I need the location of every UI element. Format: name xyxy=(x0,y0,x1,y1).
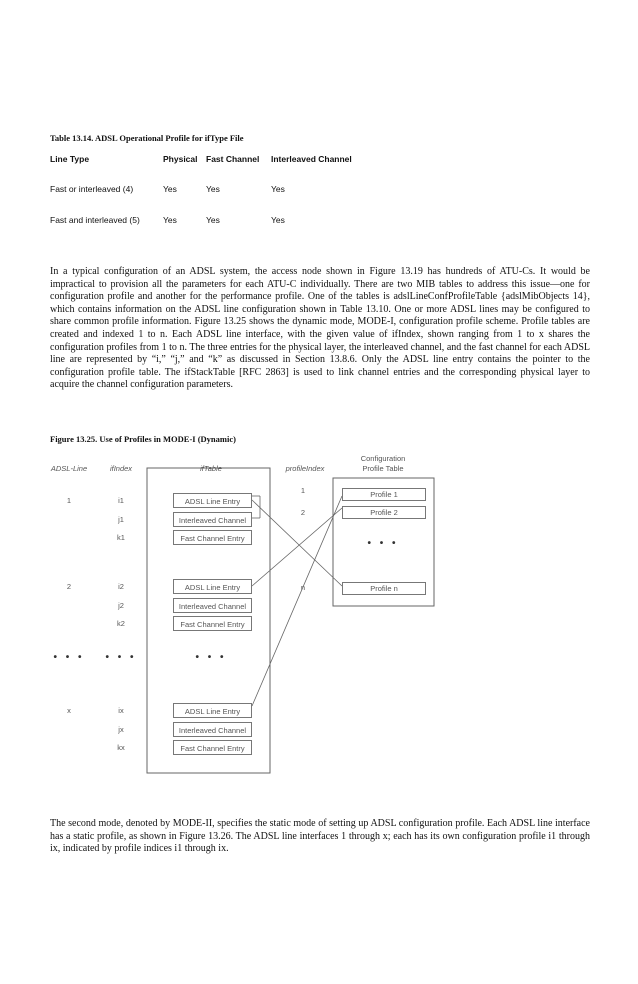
table-cell: Yes xyxy=(271,184,285,194)
table-row xyxy=(50,184,390,196)
table-cell: Yes xyxy=(206,215,220,225)
profile-index-value: 1 xyxy=(300,486,306,495)
pointer-line xyxy=(252,508,342,586)
profile-entry: Profile n xyxy=(342,582,426,595)
profile-entry: Profile 1 xyxy=(342,488,426,501)
body-paragraph: The second mode, denoted by MODE-II, specifies the static mode of setting up ADSL configuration profile. Each ADSL line interface has a static profile, as shown in Figure 13.26. The ADSL line interfaces 1 through x; each has its own configuration profile i1 through ix, indicated by profile indices i1 through ix. xyxy=(50,818,590,855)
adsl-line-number: 2 xyxy=(66,582,72,591)
profile-index-value: n xyxy=(300,583,306,592)
ifindex-value: jx xyxy=(118,725,124,734)
header-profileindex: profileIndex xyxy=(285,464,325,473)
ifindex-value: kx xyxy=(117,743,125,752)
table-header-row xyxy=(50,154,390,166)
table-row xyxy=(50,215,390,227)
figure-diagram xyxy=(40,448,600,778)
ellipsis: • • • xyxy=(195,652,227,663)
header-config-table-line1: Configuration xyxy=(360,454,406,463)
table-cell: Fast or interleaved (4) xyxy=(50,184,134,194)
body-paragraph: In a typical configuration of an ADSL system, the access node shown in Figure 13.19 has hundreds of ATU-Cs. It would be impractical to provision all the parameters for each ATU-C individually. There are two MIB tables to address this issue—one for configuration profile and another for the performance profile. One of the tables is adslLineConfProfileTable {adslMibObjects 14}, which contains information on the ADSL line configuration shown in Table 13.10. One or more ADSL lines may be configured to share common profile information. Figure 13.25 shows the dynamic mode, MODE-I, configuration profile scheme. Profile tables are created and indexed 1 to n. Each ADSL line interface, with the given value of ifIndex, shown ranging from 1 to x shares the configuration profiles from 1 to n. The three entries for the physical layer, the interleaved channel, and the fast channel for each ADSL line are represented by “i,” “j,” and “k” as discussed in Section 13.8.6. Only the ADSL line entry contains the pointer to the configuration profile table. The ifStackTable [RFC 2863] is used to link channel entries and the corresponding physical layer to acquire the channel configuration parameters. xyxy=(50,266,590,391)
adsl-line-number: x xyxy=(67,706,71,715)
fast-channel-entry: Fast Channel Entry xyxy=(173,616,252,631)
header-adsl-line: ADSL-Line xyxy=(50,464,88,473)
ifindex-value: k1 xyxy=(117,533,125,542)
header-iftable: ifTable xyxy=(200,464,222,473)
fast-channel-entry: Fast Channel Entry xyxy=(173,740,252,755)
ifindex-value: j1 xyxy=(118,515,124,524)
interleaved-channel-entry: Interleaved Channel xyxy=(173,512,252,527)
pointer-line xyxy=(252,500,342,586)
pointer-line xyxy=(252,496,342,706)
ifindex-value: i1 xyxy=(118,496,124,505)
ellipsis: • • • xyxy=(53,652,85,663)
header-config-table-line2: Profile Table xyxy=(362,464,404,473)
table-cell: Yes xyxy=(163,215,177,225)
adsl-line-entry: ADSL Line Entry xyxy=(173,579,252,594)
header-physical: Physical xyxy=(163,154,198,164)
adsl-line-entry: ADSL Line Entry xyxy=(173,703,252,718)
adsl-line-number: 1 xyxy=(66,496,72,505)
table-cell: Yes xyxy=(206,184,220,194)
interleaved-channel-entry: Interleaved Channel xyxy=(173,598,252,613)
table-cell: Yes xyxy=(163,184,177,194)
ifindex-value: j2 xyxy=(118,601,124,610)
ifindex-value: i2 xyxy=(118,582,124,591)
table-caption: Table 13.14. ADSL Operational Profile for ifType File xyxy=(50,133,244,143)
profile-entry: Profile 2 xyxy=(342,506,426,519)
table-cell: Yes xyxy=(271,215,285,225)
adsl-line-entry: ADSL Line Entry xyxy=(173,493,252,508)
ellipsis: • • • xyxy=(105,652,137,663)
ifindex-value: ix xyxy=(118,706,124,715)
diagram-lines xyxy=(40,448,600,778)
table-cell: Fast and interleaved (5) xyxy=(50,215,140,225)
ellipsis: • • • xyxy=(367,538,399,549)
profile-index-value: 2 xyxy=(300,508,306,517)
header-interleaved-channel: Interleaved Channel xyxy=(271,154,352,164)
header-fast-channel: Fast Channel xyxy=(206,154,260,164)
header-ifindex: ifIndex xyxy=(109,464,133,473)
interleaved-channel-entry: Interleaved Channel xyxy=(173,722,252,737)
fast-channel-entry: Fast Channel Entry xyxy=(173,530,252,545)
figure-caption: Figure 13.25. Use of Profiles in MODE-I (Dynamic) xyxy=(50,434,236,444)
ifindex-value: k2 xyxy=(117,619,125,628)
header-line-type: Line Type xyxy=(50,154,90,164)
